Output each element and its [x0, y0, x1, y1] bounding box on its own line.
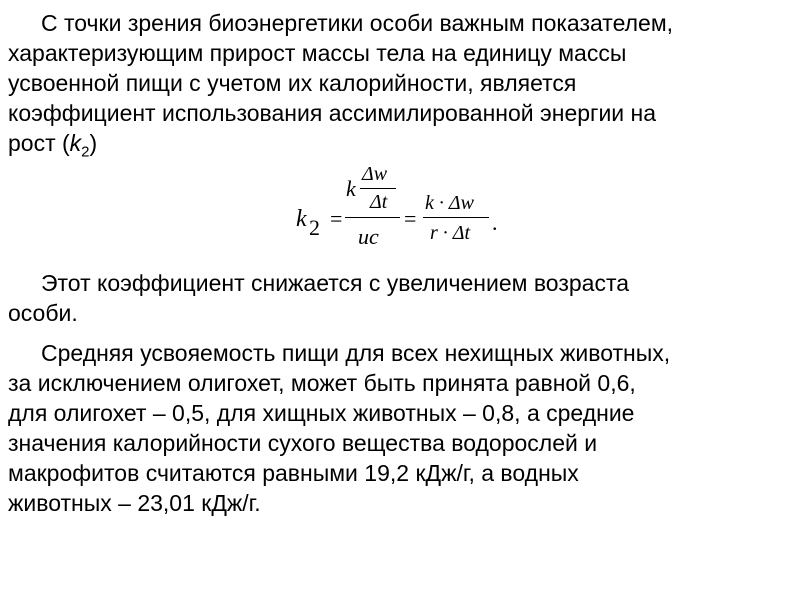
text-line: значения калорийности сухого вещества водорослей и [8, 430, 598, 456]
formula-equals: = [330, 206, 343, 231]
text-line: Этот коэффициент снижается с увеличением возраста [41, 270, 630, 296]
formula-inner-k: k [346, 176, 356, 201]
formula-lhs-symbol: k [296, 206, 307, 232]
coefficient-symbol: k [69, 130, 82, 156]
formula-period: . [492, 210, 498, 235]
text-fragment: ) [89, 130, 98, 156]
formula-inner-numerator: Δw [362, 163, 388, 185]
paragraph-digestibility [8, 338, 792, 518]
paragraph-intro [8, 8, 792, 168]
paragraph-age [8, 268, 792, 328]
formula-inner-denominator: Δt [370, 191, 388, 213]
formula-lhs-subscript: 2 [309, 215, 320, 240]
text-line: макрофитов считаются равными 19,2 кДж/г, а водных [8, 460, 579, 486]
text-line: Средняя усвояемость пищи для всех нехищных животных, [41, 340, 671, 366]
formula-k2 [0, 160, 800, 260]
text-line: усвоенной пищи с учетом их калорийности, является [8, 70, 577, 96]
formula-main-denominator: uc [358, 224, 379, 249]
formula-right-numerator: k · Δw [425, 192, 474, 214]
formula-equals: = [404, 206, 417, 231]
text-line: С точки зрения биоэнергетики особи важным показателем, [41, 10, 674, 36]
text-line: для олигохет – 0,5, для хищных животных – 0,8, а средние [8, 400, 635, 426]
text-line: коэффициент использования ассимилированной энергии на [8, 100, 657, 126]
text-line: характеризующим прирост массы тела на единицу массы [8, 40, 627, 66]
coefficient-subscript: 2 [81, 143, 90, 161]
formula-inner-fraction-bar [360, 188, 396, 189]
text-fragment: рост ( [8, 130, 70, 156]
formula-main-fraction-bar [345, 217, 400, 218]
formula-right-denominator: r · Δt [430, 222, 471, 244]
formula-right-fraction-bar [423, 217, 489, 218]
text-line: особи. [8, 300, 78, 326]
text-line: за исключением олигохет, может быть принята равной 0,6, [8, 370, 636, 396]
text-line: животных – 23,01 кДж/г. [8, 490, 261, 516]
